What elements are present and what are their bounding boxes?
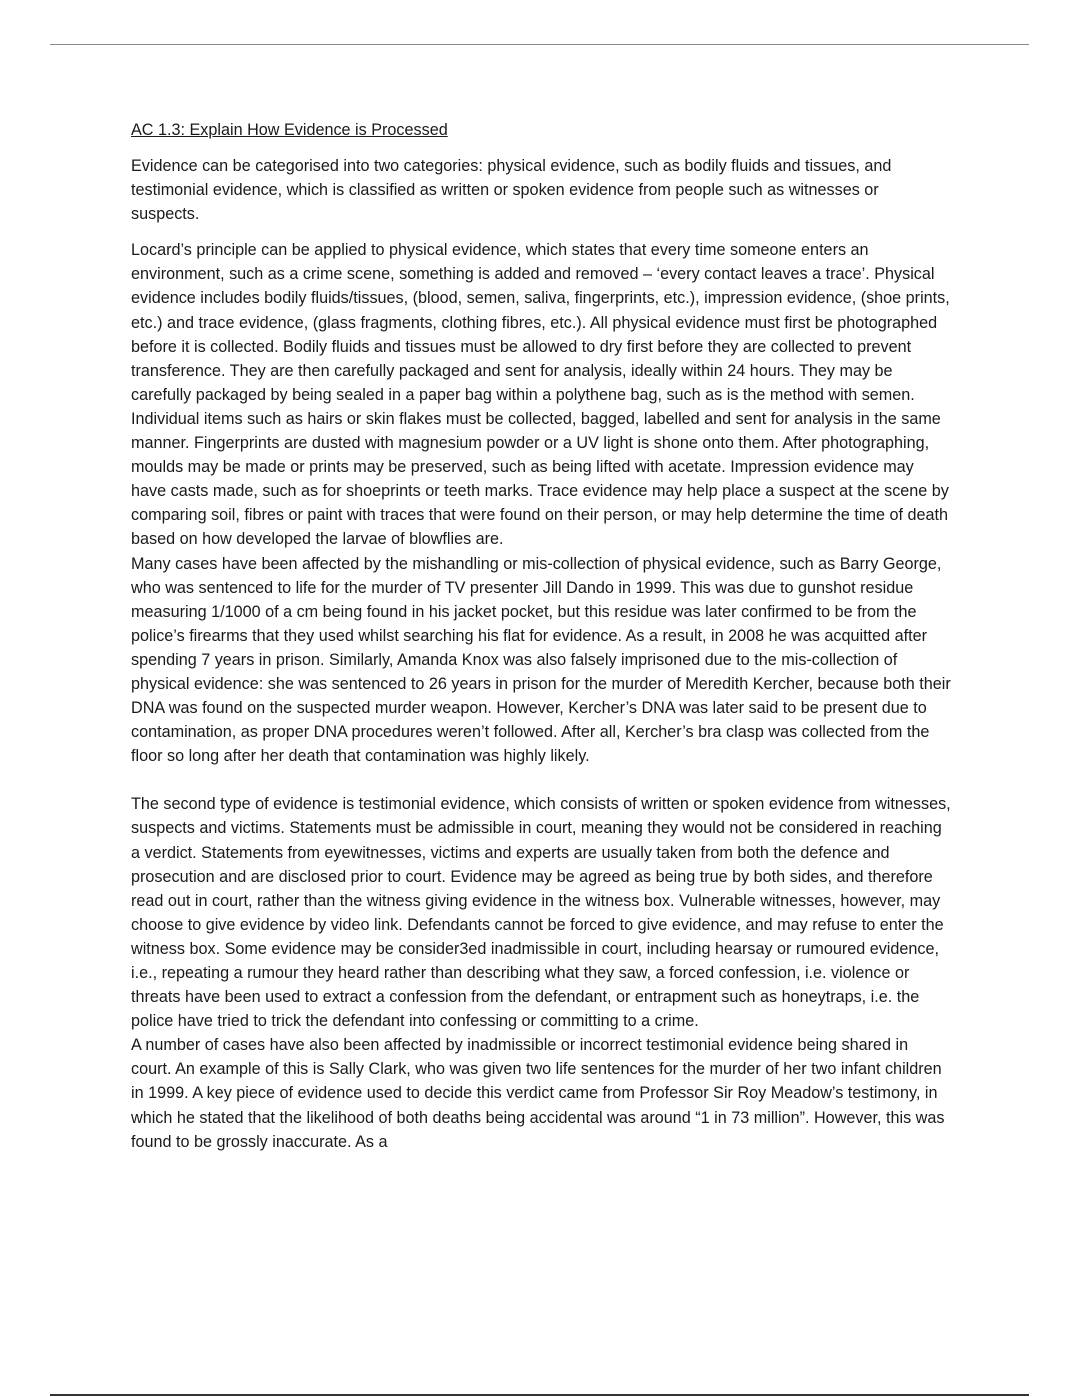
paragraph-testimonial-cases: A number of cases have also been affected by inadmissible or incorrect testimonial evidence being shared in court. An example of this is Sally Clark, who was given two life sentences for the murder of her two infant children in 1999. A key piece of evidence used to decide this verdict came from Professor Sir Roy Meadow’s testimony, in which he stated that the likelihood of both deaths being accidental was around “1 in 73 million”. However, this was found to be grossly inaccurate. As a	[131, 1036, 945, 1151]
page-bottom-rule	[50, 1394, 1029, 1396]
paragraph-physical-cases: Many cases have been affected by the mishandling or mis-collection of physical evidence, such as Barry George, who was sentenced to life for the murder of TV presenter Jill Dando in 1999. This was due to gunshot residue measuring 1/1000 of a cm being found in his jacket pocket, but this residue was later confirmed to be from the police’s firearms that they used whilst searching his flat for evidence. As a result, in 2008 he was acquitted after spending 7 years in prison. Similarly, Amanda Knox was also falsely imprisoned due to the mis-collection of physical evidence: she was sentenced to 26 years in prison for the murder of Meredith Kercher, because both their DNA was found on the suspected murder weapon. However, Kercher’s DNA was later said to be present due to contamination, as proper DNA procedures weren’t followed. After all, Kercher’s bra clasp was collected from the floor so long after her death that contamination was highly likely.	[131, 554, 951, 766]
section-heading: AC 1.3: Explain How Evidence is Processed	[131, 121, 448, 139]
paragraph-physical-evidence: Locard’s principle can be applied to physical evidence, which states that every time someone enters an environment, such as a crime scene, something is added and removed – ‘every contact leaves a trace’. Physical evidence includes bodily fluids/tissues, (blood, semen, saliva, fingerprints, etc.), impression evidence, (shoe prints, etc.) and trace evidence, (glass fragments, clothing fibres, etc.). All physical evidence must first be photographed before it is collected. Bodily fluids and tissues must be allowed to dry first before they are collected to prevent transference. They are then carefully packaged and sent for analysis, ideally within 24 hours. They may be carefully packaged by being sealed in a paper bag within a polythene bag, such as is the method with semen. Individual items such as hairs or skin flakes must be collected, bagged, labelled and sent for analysis in the same manner. Fingerprints are dusted with magnesium powder or a UV light is shone onto them. After photographing, moulds may be made or prints may be preserved, such as being lifted with acetate. Impression evidence may have casts made, such as for shoeprints or teeth marks. Trace evidence may help place a suspect at the scene by comparing soil, fibres or paint with traces that were found on their person, or may help determine the time of death based on how developed the larvae of blowflies are.	[131, 241, 950, 549]
document-body	[131, 118, 951, 1154]
paragraph-testimonial-evidence: The second type of evidence is testimonial evidence, which consists of written or spoken evidence from witnesses, suspects and victims. Statements must be admissible in court, meaning they would not be considered in reaching a verdict. Statements from eyewitnesses, victims and experts are usually taken from both the defence and prosecution and are disclosed prior to court. Evidence may be agreed as being true by both sides, and therefore read out in court, rather than the witness giving evidence in the witness box. Vulnerable witnesses, however, may choose to give evidence by video link. Defendants cannot be forced to give evidence, and may refuse to enter the witness box. Some evidence may be consider3ed inadmissible in court, including hearsay or rumoured evidence, i.e., repeating a rumour they heard rather than describing what they saw, a forced confession, i.e. violence or threats have been used to extract a confession from the defendant, or entrapment such as honeytraps, i.e. the police have tried to trick the defendant into confessing or committing to a crime.	[131, 795, 951, 1031]
page-top-rule	[50, 44, 1029, 45]
paragraph-intro: Evidence can be categorised into two categories: physical evidence, such as bodily fluids and tissues, and testimonial evidence, which is classified as written or spoken evidence from people such as witnesses or suspects.	[131, 157, 892, 224]
